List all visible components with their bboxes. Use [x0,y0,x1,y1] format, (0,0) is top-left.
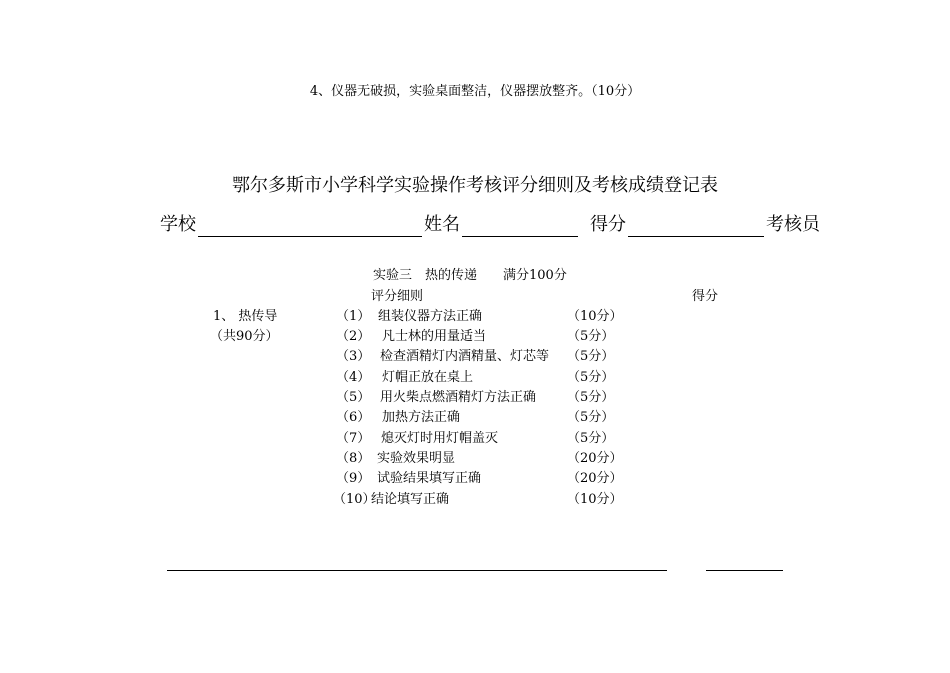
item-points: （5分） [567,349,615,364]
info-row [160,213,820,237]
item-number: （10） [333,492,376,507]
top-note: 4、仪器无破损，实验桌面整洁，仪器摆放整齐。（10分） [309,84,641,99]
list-item [0,471,950,487]
item-text: 组装仪器方法正确 [378,309,483,324]
item-number: （9） [336,471,371,486]
item-number: （8） [336,451,371,466]
item-text: 灯帽正放在桌上 [382,370,474,385]
item-number: （5） [336,390,371,405]
item-points: （20分） [567,471,623,486]
school-label: 学校 [160,214,196,235]
criteria-header: 评分细则 [371,289,424,304]
item-points: （20分） [567,451,623,466]
list-item [0,370,950,386]
item-points: （5分） [567,410,615,425]
item-text: 检查酒精灯内酒精量、灯芯等 [380,349,550,364]
name-label: 姓名 [424,214,460,235]
section-name: 1、 热传导 [213,309,278,324]
name-blank[interactable] [462,216,578,237]
item-text: 凡士林的用量适当 [382,329,487,344]
item-points: （10分） [567,492,623,507]
item-text: 加热方法正确 [382,410,461,425]
experiment-header: 实验三 热的传递 满分100分 [373,268,567,283]
item-number: （6） [336,410,371,425]
item-text: 用火柴点燃酒精灯方法正确 [380,390,537,405]
item-number: （1） [336,309,371,324]
item-number: （7） [336,431,371,446]
item-number: （3） [336,349,371,364]
score-line[interactable] [706,570,783,571]
item-points: （5分） [567,370,615,385]
item-points: （5分） [567,431,615,446]
score-column-header: 得分 [692,289,719,304]
list-item [0,329,950,345]
list-item [0,451,950,467]
section-total: （共90分） [210,329,279,344]
item-text: 试验结果填写正确 [377,471,482,486]
item-number: （2） [336,329,371,344]
examiner-label: 考核员 [766,214,820,235]
item-text: 实验效果明显 [377,451,456,466]
list-item [0,309,950,325]
item-text: 熄灭灯时用灯帽盖灭 [381,431,499,446]
list-item [0,390,950,406]
item-points: （5分） [567,390,615,405]
school-blank[interactable] [198,216,422,237]
item-points: （5分） [567,329,615,344]
list-item [0,492,950,508]
list-item [0,410,950,426]
item-number: （4） [336,370,371,385]
page-title: 鄂尔多斯市小学科学实验操作考核评分细则及考核成绩登记表 [232,175,718,196]
item-text: 结论填写正确 [371,492,450,507]
score-blank[interactable] [628,216,764,237]
signature-line[interactable] [167,570,667,571]
list-item [0,349,950,365]
score-label: 得分 [590,214,626,235]
item-points: （10分） [567,309,623,324]
list-item [0,431,950,447]
